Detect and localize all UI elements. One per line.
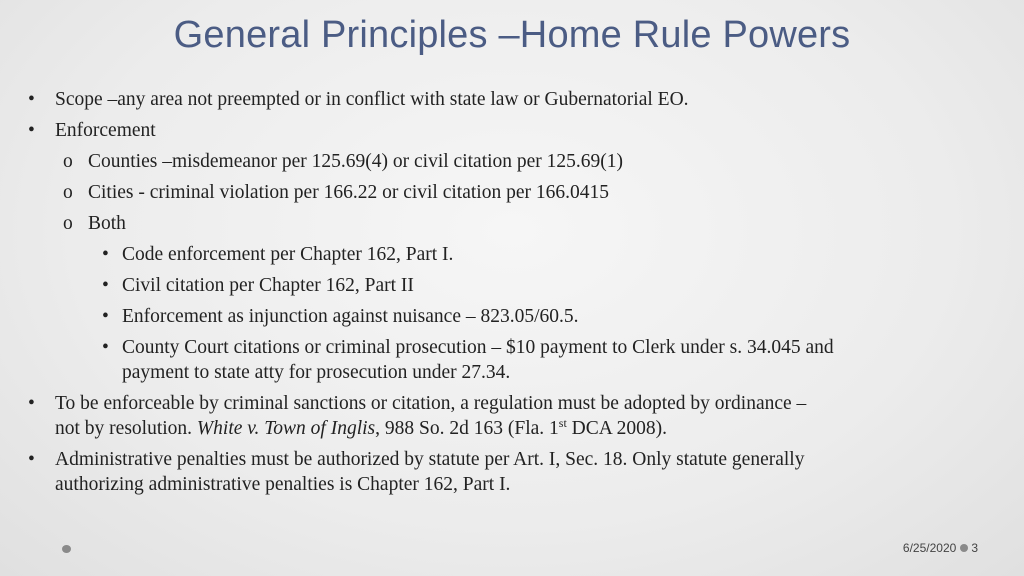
sub-bullet-marker: o xyxy=(63,182,73,203)
bullet-marker: • xyxy=(28,89,35,110)
sub-sub-bullet-civil-citation xyxy=(26,273,1001,298)
bullet-marker: • xyxy=(102,275,109,296)
footer-dot-icon xyxy=(62,545,71,553)
bullet-text: Counties –misdemeanor per 125.69(4) or civil citation per 125.69(1) xyxy=(88,151,624,172)
bullet-continuation xyxy=(26,360,1001,385)
slide-footer xyxy=(903,541,978,555)
bullet-text: Cities - criminal violation per 166.22 or civil citation per 166.0415 xyxy=(88,182,609,203)
bullet-marker: • xyxy=(102,337,109,358)
bullet-continuation xyxy=(26,416,1001,441)
slide-title: General Principles –Home Rule Powers xyxy=(173,14,851,56)
sub-sub-bullet-injunction xyxy=(26,304,1001,329)
bullet-text: authorizing administrative penalties is Chapter 162, Part I. xyxy=(55,474,511,495)
bullet-text: Code enforcement per Chapter 162, Part I. xyxy=(122,244,454,265)
bullet-administrative xyxy=(26,447,1001,472)
ordinal-superscript: st xyxy=(558,416,567,430)
bullet-text: Civil citation per Chapter 162, Part II xyxy=(122,275,414,296)
bullet-marker: • xyxy=(28,449,35,470)
bullet-text: not by resolution. xyxy=(55,418,197,439)
slide-body xyxy=(26,87,1001,497)
bullet-enforceable xyxy=(26,391,1001,416)
bullet-marker: • xyxy=(102,244,109,265)
sub-bullet-both xyxy=(26,211,1001,236)
bullet-text: To be enforceable by criminal sanctions or citation, a regulation must be adopted by ordinance – xyxy=(55,393,807,414)
bullet-continuation xyxy=(26,472,1001,497)
case-citation: White v. Town of Inglis xyxy=(196,418,376,439)
bullet-text: Enforcement as injunction against nuisance – 823.05/60.5. xyxy=(122,306,579,327)
bullet-marker: • xyxy=(28,393,35,414)
sub-sub-bullet-county-court xyxy=(26,335,1001,360)
sub-bullet-marker: o xyxy=(63,151,73,172)
sub-sub-bullet-code-enforcement xyxy=(26,242,1001,267)
bullet-text: , 988 So. 2d 163 (Fla. 1 xyxy=(375,418,559,439)
slide-number: 3 xyxy=(971,541,978,555)
bullet-marker: • xyxy=(102,306,109,327)
bullet-text: payment to state atty for prosecution under 27.34. xyxy=(122,362,511,383)
sub-bullet-cities xyxy=(26,180,1001,205)
bullet-enforcement xyxy=(26,118,1001,143)
bullet-scope xyxy=(26,87,1001,112)
bullet-marker: • xyxy=(28,120,35,141)
footer-separator-icon xyxy=(960,544,968,552)
bullet-text: Both xyxy=(88,213,126,234)
sub-bullet-marker: o xyxy=(63,213,73,234)
bullet-text: Administrative penalties must be authorized by statute per Art. I, Sec. 18. Only statute generally xyxy=(55,449,805,470)
bullet-text: Scope –any area not preempted or in conflict with state law or Gubernatorial EO. xyxy=(55,89,689,110)
bullet-text: County Court citations or criminal prosecution – $10 payment to Clerk under s. 34.045 and xyxy=(122,337,834,358)
bullet-text: Enforcement xyxy=(55,120,156,141)
sub-bullet-counties xyxy=(26,149,1001,174)
footer-date: 6/25/2020 xyxy=(902,541,957,555)
bullet-text: DCA 2008). xyxy=(566,418,668,439)
